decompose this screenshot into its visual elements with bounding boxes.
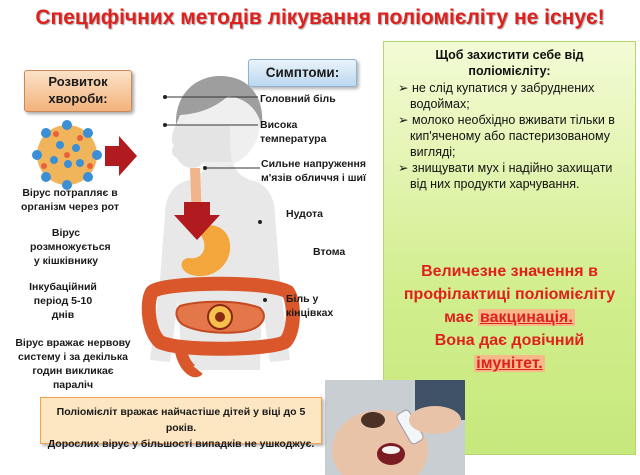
symptoms-label: Симптоми:	[265, 65, 340, 80]
prevention-item: ➢ молоко необхідно вживати тільки в кип'яченому або пастеризованому вигляді;	[398, 113, 615, 159]
page-title: Специфічних методів лікування поліомієліту не існує!	[35, 6, 605, 29]
bullet-icon: ➢	[398, 81, 409, 95]
symptom-fatigue: Втома	[313, 246, 346, 258]
child-face-profile	[172, 125, 232, 168]
label-nervous-system: Вірус вражає нервову систему і за декілька годин викликає параліч	[15, 337, 131, 391]
bottom-note-line: Дорослих вірус у більшості випадків не ушкоджує.	[47, 438, 315, 450]
symptom-headache: Головний біль	[260, 93, 336, 105]
symptom-muscle-tension: Сильне напруження м'язів обличчя і шиї	[261, 158, 366, 184]
label-incubation: Інкубаційний період 5-10 днів	[29, 281, 97, 321]
label-virus-enters: Вірус потрапляє в організм через рот	[21, 187, 119, 213]
disease-development-label: Розвиток хвороби:	[48, 74, 108, 106]
bottom-note-line: Поліомієліт вражає найчастіше дітей у віці до 5 років.	[56, 406, 306, 434]
label-virus-multiplies: Вірус розмножується у кішківнику	[30, 227, 111, 267]
virus-illustration	[30, 120, 105, 190]
right-arrow-red	[105, 136, 137, 176]
symptom-nausea: Нудота	[286, 208, 323, 220]
prevention-title: Щоб захистити себе від поліомієліту:	[435, 48, 584, 78]
disease-development-box	[24, 70, 132, 112]
vaccination-message: Величезне значення в профілактиці поліомієліту має вакцинація. Вона дає довічний імунітет.	[403, 263, 616, 372]
bottom-note-box	[40, 397, 322, 450]
vaccination-highlight: вакцинація.	[479, 309, 573, 326]
prevention-item: ➢ знищувати мух і надійно захищати від них продукти харчування.	[398, 161, 613, 191]
immunity-highlight: імунітет.	[476, 355, 543, 372]
bullet-icon: ➢	[398, 113, 409, 127]
symptom-high-temperature: Висока температура	[260, 119, 327, 145]
vaccine-photo	[325, 380, 465, 475]
bullet-icon: ➢	[398, 161, 409, 175]
prevention-item: ➢ не слід купатися у забруднених водоймах;	[398, 81, 595, 111]
symptom-limb-pain: Біль у кінцівках	[286, 293, 334, 319]
